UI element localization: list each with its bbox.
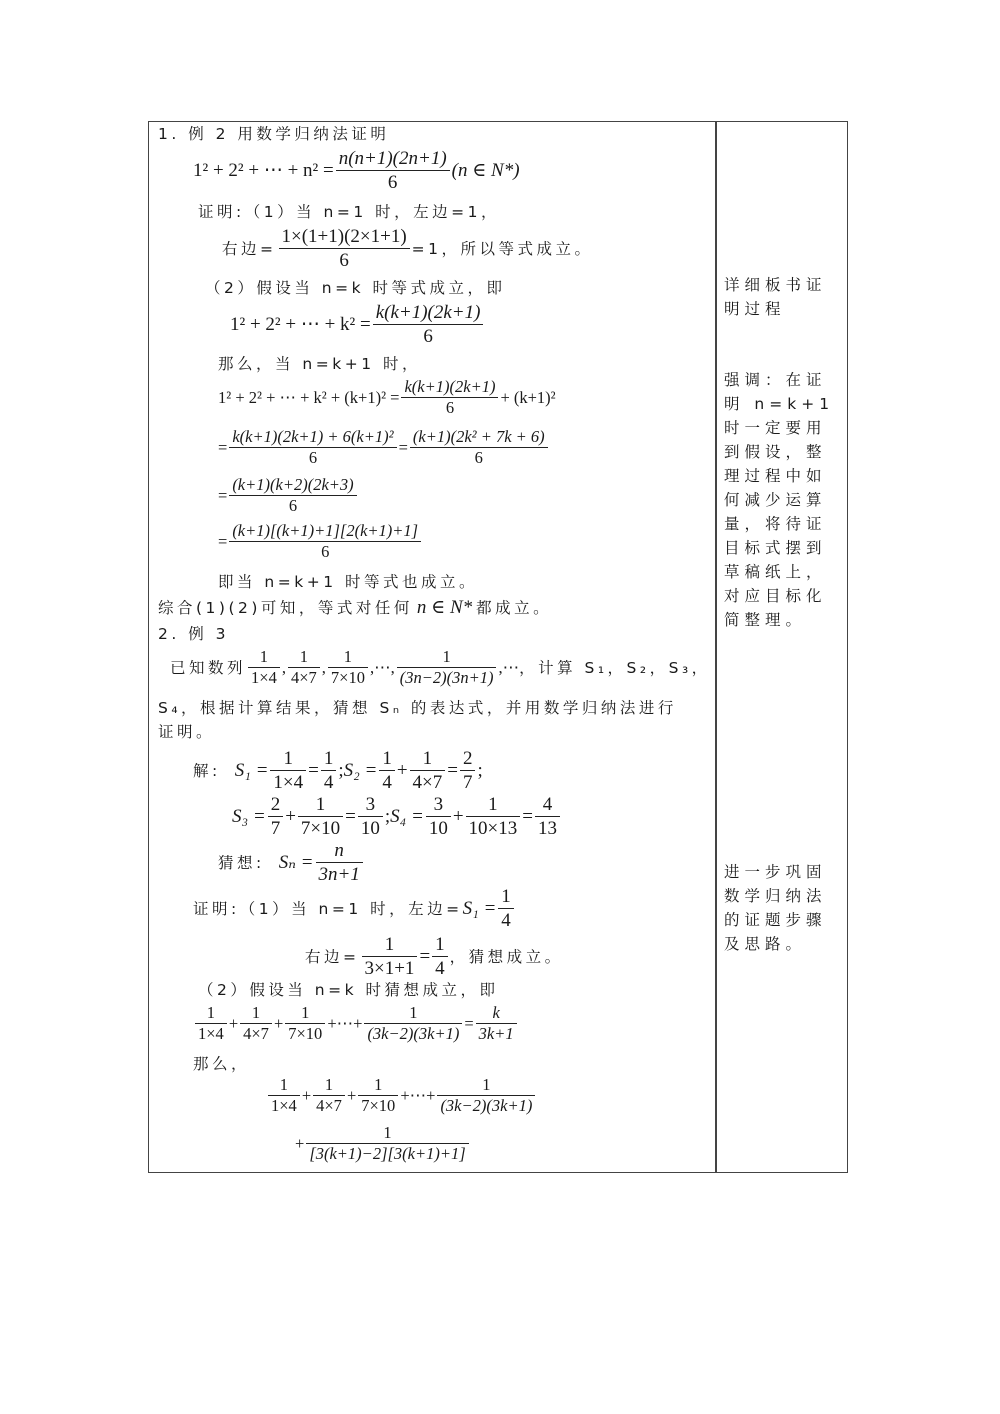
denominator: 7 <box>268 816 284 841</box>
plus-sign: + <box>353 1014 363 1034</box>
eq3-fraction <box>229 476 356 517</box>
plus-sign: + <box>228 1014 239 1034</box>
note-emphasis: 强调：在证明 n=k+1 时一定要用到假设，整理过程中如何减少运算量，将待证目标式摆到草稿纸上，对应目标化简整理。 <box>724 371 835 629</box>
comma: , <box>390 658 395 678</box>
numerator: 1 <box>206 1003 216 1022</box>
formula-condition: (n ∈ N*) <box>451 160 520 182</box>
denominator: 7×10 <box>328 667 368 689</box>
example3-step2-intro: （2）假设当 n=k 时猜想成立，即 <box>198 981 499 999</box>
numerator: 1 <box>482 1075 491 1094</box>
example3-hypothesis <box>193 1004 519 1045</box>
guess-lhs: Sₙ = <box>278 852 314 874</box>
numerator: 1 <box>301 1003 310 1022</box>
plus-sign: + <box>426 1086 436 1106</box>
denominator: 4×7 <box>240 1023 272 1045</box>
semicolon: ; <box>338 760 344 782</box>
denominator: 4 <box>432 956 448 981</box>
numerator: 1×(1+1)(2×1+1) <box>281 226 407 247</box>
numerator: 1 <box>324 1075 334 1094</box>
numerator: k <box>492 1003 500 1022</box>
numerator: 3 <box>433 794 444 815</box>
numerator: 1 <box>279 1075 289 1094</box>
example3-s1-s2 <box>193 748 483 795</box>
denominator: 6 <box>401 397 498 419</box>
equals-sign: = <box>522 806 533 828</box>
seq-term-2 <box>288 648 320 689</box>
note-consolidate: 进一步巩固数学归纳法的证题步骤及思路。 <box>724 863 827 953</box>
proof-rhs-fraction <box>362 934 418 981</box>
equals-sign: = <box>308 760 319 782</box>
hypothesis-lhs: 1² + 2² + ⋯ + k² = <box>230 314 371 336</box>
denominator: (3n−2)(3n+1) <box>397 667 497 689</box>
numerator: 1 <box>383 1123 392 1142</box>
plus-sign: + <box>301 1086 312 1106</box>
ellipsis: ⋯ <box>374 658 391 678</box>
example2-eq3 <box>218 476 359 517</box>
summary-text: 综合(1)(2)可知，等式对任何 <box>158 599 413 617</box>
numerator: 1 <box>435 934 445 955</box>
numerator: 1 <box>251 1003 261 1022</box>
formula-fraction <box>336 148 450 195</box>
plus-sign: + <box>295 1134 305 1154</box>
denominator: 6 <box>373 324 484 349</box>
numerator: 1 <box>374 1075 383 1094</box>
sum-term-k <box>437 1076 535 1117</box>
denominator: 6 <box>336 170 450 195</box>
plus-sign: + <box>327 1014 337 1034</box>
s3-frac-1 <box>268 794 284 841</box>
ellipsis: ⋯ <box>336 1014 354 1034</box>
numerator: 1 <box>488 794 498 815</box>
plus-sign: + <box>273 1014 284 1034</box>
denominator: 7×10 <box>358 1095 398 1117</box>
denominator: 3k+1 <box>476 1023 517 1045</box>
rhs-label: 右边= <box>305 948 360 967</box>
eq4-fraction <box>229 522 421 563</box>
eq1-lhs: 1² + 2² + ⋯ + k² + (k+1)² = <box>218 388 400 408</box>
hyp-term-3 <box>285 1004 325 1045</box>
numerator: 3 <box>365 794 376 815</box>
comma: , <box>321 658 326 678</box>
semicolon: ; <box>384 806 391 828</box>
hypothesis-fraction <box>373 302 484 349</box>
hyp-term-1 <box>195 1004 227 1045</box>
example3-proof-step1 <box>193 886 516 933</box>
numerator: (k+1)(k+2)(2k+3) <box>232 475 354 494</box>
rhs-conclusion: ，猜想成立。 <box>449 948 564 967</box>
numerator: 1 <box>343 647 353 666</box>
plus-sign: + <box>285 806 296 828</box>
denominator: 4 <box>379 770 395 795</box>
s3-lhs: S₃ = <box>232 806 266 828</box>
s3-result <box>358 794 383 841</box>
s2-lhs: S₂ = <box>343 760 378 782</box>
denominator: 4×7 <box>288 667 320 689</box>
sum-term-2 <box>313 1076 345 1117</box>
numerator: 1 <box>299 647 308 666</box>
denominator: 6 <box>410 447 548 469</box>
proof-lhs-fraction <box>498 886 514 933</box>
numerator: 1 <box>442 647 451 666</box>
denominator: 1×4 <box>195 1023 227 1045</box>
numerator: 1 <box>382 748 392 769</box>
plus-sign: + <box>400 1086 410 1106</box>
denominator: 13 <box>535 816 560 841</box>
numerator: 1 <box>259 647 269 666</box>
numerator: (k+1)(2k² + 7k + 6) <box>412 427 545 446</box>
numerator: 1 <box>315 794 326 815</box>
numerator: k(k+1)(2k+1) <box>375 302 481 323</box>
proof-lhs: S₁ = <box>462 898 497 920</box>
comma: , <box>369 658 375 678</box>
denominator: 7 <box>460 770 476 795</box>
example3-step2-then: 那么， <box>193 1055 251 1073</box>
semicolon: ; <box>477 760 483 782</box>
rhs-label: 右边= <box>222 240 277 259</box>
hyp-term-2 <box>240 1004 272 1045</box>
example3-guess <box>218 840 365 887</box>
denominator: [3(k+1)−2][3(k+1)+1] <box>306 1143 468 1165</box>
comma: , <box>281 658 286 678</box>
numerator: 1 <box>384 934 395 955</box>
proof-rhs-result <box>432 934 448 981</box>
denominator: 4×7 <box>410 770 446 795</box>
numerator: 2 <box>462 748 473 769</box>
example3-problem-line1 <box>170 648 711 689</box>
seq-term-1 <box>248 648 280 689</box>
sum-term-1 <box>268 1076 300 1117</box>
eq2-fraction-1 <box>229 428 396 469</box>
example2-step2-intro: （2）假设当 n=k 时等式成立，即 <box>205 279 506 297</box>
equals-sign: = <box>464 1014 474 1034</box>
example2-heading: 1. 例 2 用数学归纳法证明 <box>158 125 390 143</box>
comma: , <box>498 658 503 678</box>
rhs-fraction <box>279 226 410 273</box>
proof-intro: 证明:（1）当 n=1 时，左边= <box>193 900 463 919</box>
example2-step1-intro: 证明:（1）当 n=1 时，左边=1， <box>198 203 500 221</box>
s4-frac-2 <box>466 794 521 841</box>
denominator: 6 <box>229 495 356 517</box>
numerator: k(k+1)(2k+1) + 6(k+1)² <box>232 427 394 446</box>
equals-sign: = <box>218 438 228 458</box>
ellipsis: ⋯ <box>409 1086 427 1106</box>
example2-eq1 <box>218 378 556 419</box>
s2-frac-2 <box>410 748 446 795</box>
note-board-writing: 详细板书证明过程 <box>724 276 827 318</box>
eq1-fraction <box>401 378 498 419</box>
example3-heading: 2. 例 3 <box>158 625 230 643</box>
denominator: 10 <box>426 816 451 841</box>
numerator: n(n+1)(2n+1) <box>338 148 447 169</box>
guess-fraction <box>316 840 363 887</box>
column-divider <box>715 122 717 1172</box>
seq-term-n <box>397 648 497 689</box>
s1-frac-2 <box>321 748 337 795</box>
hyp-term-k <box>364 1004 462 1045</box>
numerator: k(k+1)(2k+1) <box>404 377 496 396</box>
denominator: 7×10 <box>285 1023 325 1045</box>
numerator: 2 <box>270 794 281 815</box>
plus-sign: + <box>346 1086 357 1106</box>
s2-frac-1 <box>379 748 395 795</box>
equals-sign: = <box>398 438 408 458</box>
denominator: (3k−2)(3k+1) <box>437 1095 535 1117</box>
eq1-tail: + (k+1)² <box>500 388 556 408</box>
numerator: 1 <box>501 886 511 907</box>
s1-lhs: S₁ = <box>234 760 269 782</box>
denominator: 10×13 <box>466 816 521 841</box>
problem-calc-text: ，计算 S₁，S₂，S₃， <box>519 659 711 678</box>
example3-sum <box>266 1076 537 1117</box>
formula-lhs: 1² + 2² + ⋯ + n² = <box>193 160 334 182</box>
summary-math: n ∈ N* <box>416 597 473 618</box>
example2-eq2 <box>218 428 550 469</box>
s4-result <box>535 794 560 841</box>
example2-step2-then: 那么，当 n=k+1 时， <box>218 355 421 373</box>
s3-frac-2 <box>298 794 343 841</box>
numerator: 1 <box>283 748 294 769</box>
equals-sign: = <box>345 806 356 828</box>
denominator: 6 <box>229 447 396 469</box>
example3-sum-extra <box>295 1124 471 1165</box>
denominator: 4×7 <box>313 1095 345 1117</box>
denominator: 1×4 <box>268 1095 300 1117</box>
step1-conclusion: =1，所以等式成立。 <box>411 240 594 259</box>
denominator: 6 <box>229 541 421 563</box>
numerator: n <box>334 840 344 861</box>
example2-step1-rhs <box>222 226 594 273</box>
equals-sign: = <box>419 946 431 968</box>
denominator: 7×10 <box>298 816 343 841</box>
equals-sign: = <box>218 486 228 506</box>
example2-summary <box>158 598 552 618</box>
s4-lhs: S₄ = <box>390 806 424 828</box>
equals-sign: = <box>218 532 228 552</box>
denominator: 4 <box>498 908 514 933</box>
sum-term-3 <box>358 1076 398 1117</box>
example3-proof-rhs <box>305 934 564 981</box>
ellipsis: ⋯ <box>502 658 520 678</box>
example2-eq4 <box>218 522 423 563</box>
s2-result <box>460 748 476 795</box>
plus-sign: + <box>396 760 408 782</box>
example3-s3-s4 <box>232 794 562 841</box>
example2-step2-conclusion: 即当 n=k+1 时等式也成立。 <box>218 573 478 591</box>
denominator: 3×1+1 <box>362 956 418 981</box>
equals-sign: = <box>447 760 458 782</box>
denominator: 6 <box>279 248 410 273</box>
sum-term-k-plus-1 <box>306 1124 468 1165</box>
example3-problem-line2: S₄，根据计算结果，猜想 Sₙ 的表达式，并用数学归纳法进行 <box>158 699 677 717</box>
summary-text-end: 都成立。 <box>476 599 553 617</box>
seq-term-3 <box>328 648 368 689</box>
solution-label: 解: <box>193 762 221 781</box>
eq2-fraction-2 <box>410 428 548 469</box>
numerator: 1 <box>422 748 433 769</box>
denominator: 1×4 <box>248 667 280 689</box>
denominator: 4 <box>321 770 337 795</box>
s1-frac-1 <box>270 748 306 795</box>
denominator: 1×4 <box>270 770 306 795</box>
example2-formula <box>193 148 520 195</box>
denominator: 3n+1 <box>316 862 363 887</box>
example2-hypothesis <box>230 302 485 349</box>
s4-frac-1 <box>426 794 451 841</box>
hyp-result <box>476 1004 517 1045</box>
plus-sign: + <box>452 806 464 828</box>
problem-text: 已知数列 <box>170 659 247 678</box>
numerator: 1 <box>323 748 334 769</box>
numerator: 1 <box>409 1003 418 1022</box>
denominator: (3k−2)(3k+1) <box>364 1023 462 1045</box>
numerator: 4 <box>542 794 553 815</box>
guess-label: 猜想: <box>218 854 265 873</box>
numerator: (k+1)[(k+1)+1][2(k+1)+1] <box>232 521 419 540</box>
denominator: 10 <box>358 816 383 841</box>
example3-problem-line3: 证明。 <box>158 723 216 741</box>
